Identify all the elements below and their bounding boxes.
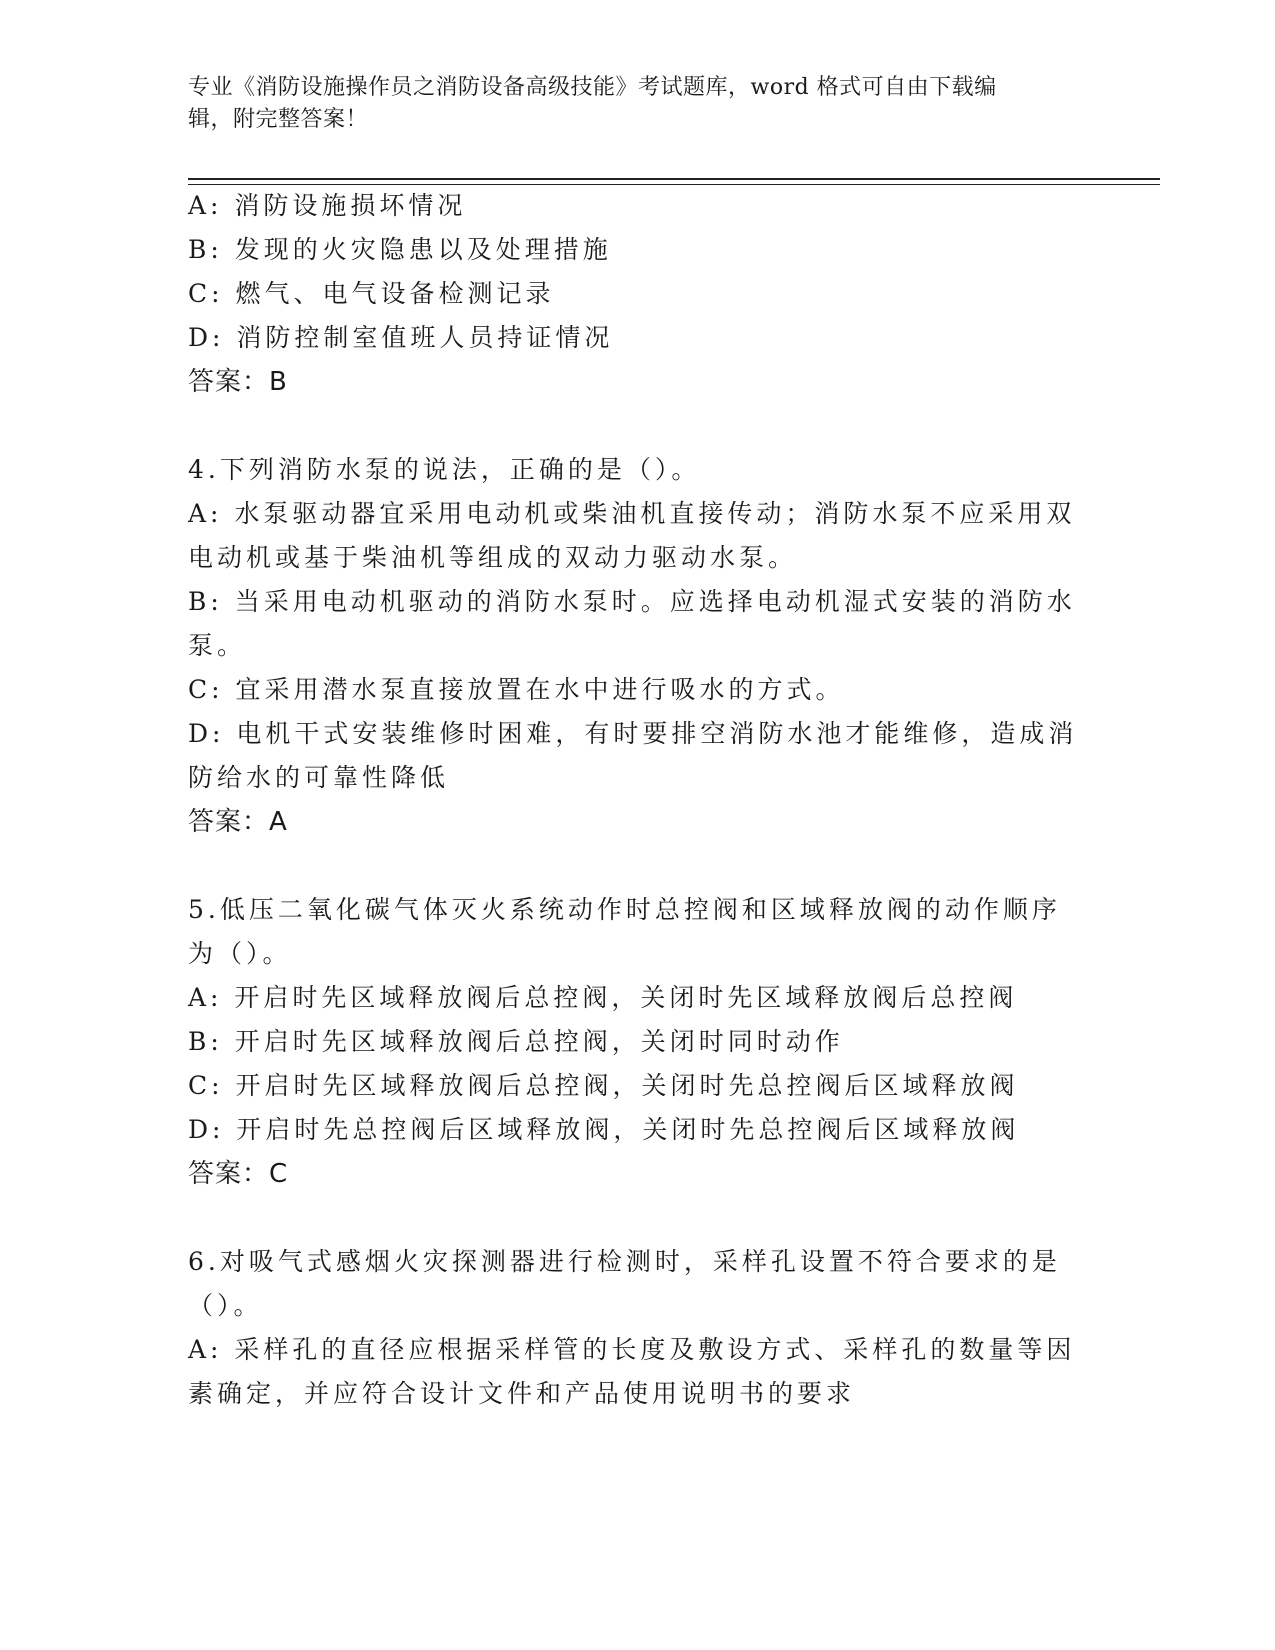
- q5-option-d: D: 开启时先总控阀后区域释放阀，关闭时先总控阀后区域释放阀: [188, 1115, 1020, 1144]
- q6-question-line-1: 6.对吸气式感烟火灾探测器进行检测时，采样孔设置不符合要求的是: [188, 1247, 1061, 1276]
- q4-answer: 答案：A: [188, 807, 288, 837]
- q3-option-d: D: 消防控制室值班人员持证情况: [188, 323, 614, 352]
- q4-option-d-line-1: D: 电机干式安装维修时困难，有时要排空消防水池才能维修，造成消: [188, 719, 1078, 748]
- q5-question-line-1: 5.低压二氧化碳气体灭火系统动作时总控阀和区域释放阀的动作顺序: [188, 895, 1061, 924]
- q3-option-c: C: 燃气、电气设备检测记录: [188, 279, 555, 308]
- q5-answer: 答案：C: [188, 1159, 289, 1189]
- document-header: [188, 72, 1068, 136]
- q4-option-b-line-1: B: 当采用电动机驱动的消防水泵时。应选择电动机湿式安装的消防水: [188, 587, 1076, 616]
- q3-option-a: A: 消防设施损坏情况: [188, 191, 467, 220]
- q4-option-a-line-2: 电动机或基于柴油机等组成的双动力驱动水泵。: [188, 543, 798, 572]
- q4-option-b-line-2: 泵。: [188, 631, 247, 660]
- q4-question: 4.下列消防水泵的说法，正确的是（）。: [188, 455, 701, 484]
- q6-option-a-line-2: 素确定，并应符合设计文件和产品使用说明书的要求: [188, 1379, 856, 1408]
- q5-question-line-2: 为（）。: [188, 939, 292, 968]
- header-line-1: 专业《消防设施操作员之消防设备高级技能》考试题库，word 格式可自由下载编: [188, 75, 997, 100]
- q3-option-b: B: 发现的火灾隐患以及处理措施: [188, 235, 612, 264]
- header-divider-thick: [188, 178, 1160, 180]
- q4-option-c: C: 宜采用潜水泵直接放置在水中进行吸水的方式。: [188, 675, 845, 704]
- q6-option-a-line-1: A: 采样孔的直径应根据采样管的长度及敷设方式、采样孔的数量等因: [188, 1335, 1076, 1364]
- q5-option-b: B: 开启时先区域释放阀后总控阀，关闭时同时动作: [188, 1027, 844, 1056]
- header-line-2: 辑，附完整答案！: [188, 107, 369, 132]
- q5-option-a: A: 开启时先区域释放阀后总控阀，关闭时先区域释放阀后总控阀: [188, 983, 1018, 1012]
- q3-answer: 答案：B: [188, 367, 288, 397]
- q4-option-d-line-2: 防给水的可靠性降低: [188, 763, 450, 792]
- q4-option-a-line-1: A: 水泵驱动器宜采用电动机或柴油机直接传动；消防水泵不应采用双: [188, 499, 1076, 528]
- q6-question-line-2: （）。: [188, 1291, 263, 1320]
- q5-option-c: C: 开启时先区域释放阀后总控阀，关闭时先总控阀后区域释放阀: [188, 1071, 1019, 1100]
